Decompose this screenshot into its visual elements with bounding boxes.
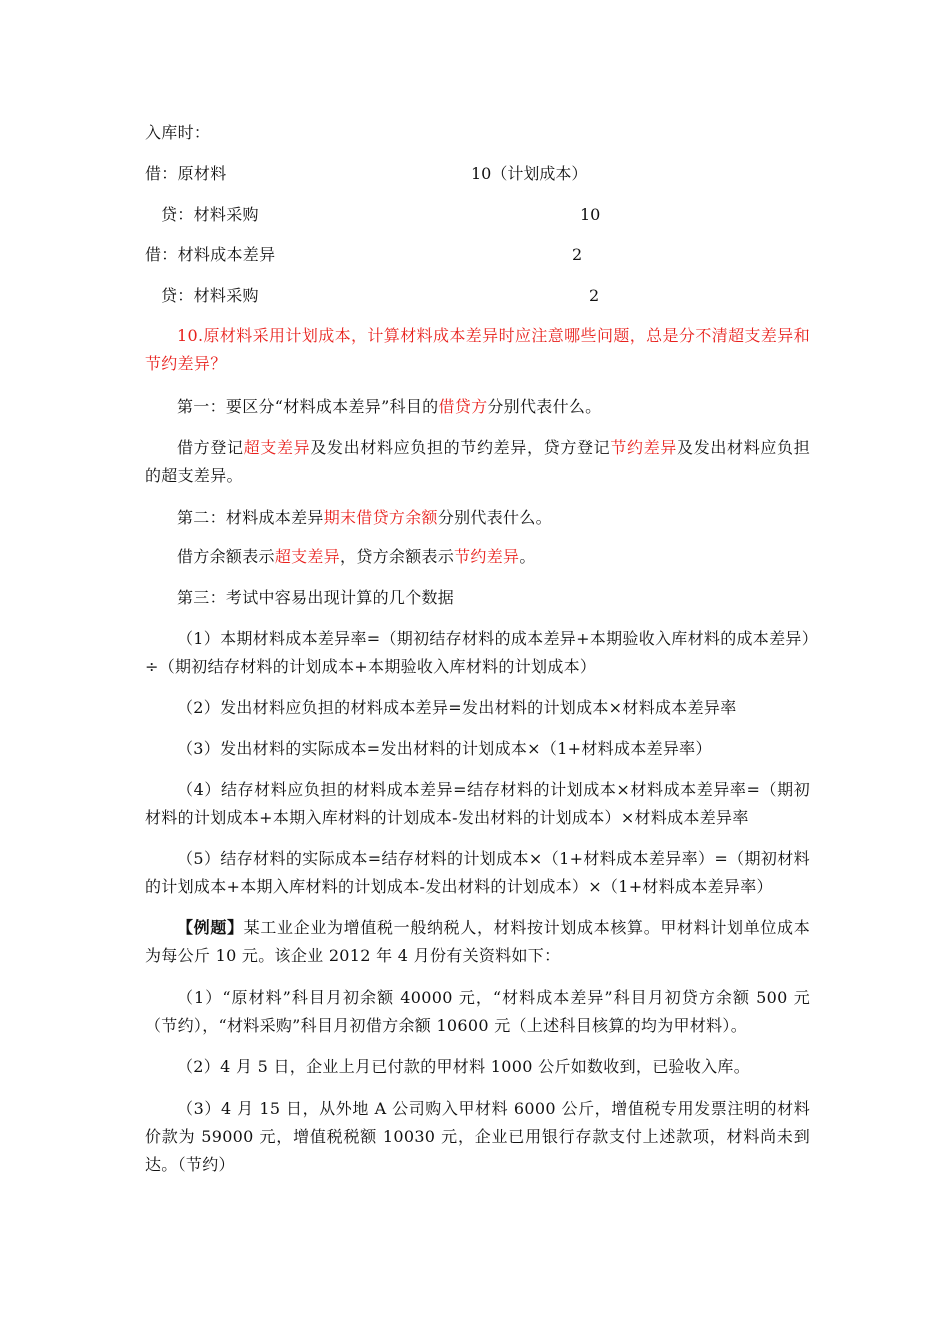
point-2-highlight: 期末借贷方余额 bbox=[323, 508, 438, 527]
formula-3: （3）发出材料的实际成本=发出材料的计划成本×（1+材料成本差异率） bbox=[177, 739, 712, 758]
point-2-detail-highlight-b: 节约差异 bbox=[454, 547, 520, 566]
point-2-text-end: 分别代表什么。 bbox=[437, 508, 552, 527]
entry-line-4-account: 贷：材料采购 bbox=[161, 286, 259, 305]
point-2-detail bbox=[145, 543, 810, 571]
point-2-detail-text-b: ，贷方余额表示 bbox=[340, 547, 455, 566]
point-1-detail-highlight-a: 超支差异 bbox=[243, 438, 311, 457]
point-1-text: 第一：要区分“材料成本差异”科目的 bbox=[177, 397, 439, 416]
example-item-2: （2）4 月 5 日，企业上月已付款的甲材料 1000 公斤如数收到，已验收入库。 bbox=[177, 1057, 750, 1076]
point-2-text: 第二：材料成本差异 bbox=[177, 508, 324, 527]
entry-line-2-amount: 10 bbox=[580, 205, 601, 224]
point-1-detail-text-a: 借方登记 bbox=[177, 438, 244, 457]
example-text: 某工业企业为增值税一般纳税人，材料按计划成本核算。甲材料计划单位成本为每公斤 10 元。该企业 2012 年 4 月份有关资料如下： bbox=[145, 918, 810, 965]
entry-line-3-account: 借：材料成本差异 bbox=[145, 245, 276, 264]
point-2-detail-highlight-a: 超支差异 bbox=[274, 547, 341, 566]
example-item-1: （1）“原材料”科目月初余额 40000 元，“材料成本差异”科目月初贷方余额 500 元（节约），“材料采购”科目月初借方余额 10600 元（上述科目核算的均为甲材料）。 bbox=[145, 988, 810, 1035]
entry-line-2-account: 贷：材料采购 bbox=[161, 205, 259, 224]
formula-1: （1）本期材料成本差异率=（期初结存材料的成本差异+本期验收入库材料的成本差异）÷（期初结存材料的计划成本+本期验收入库材料的计划成本） bbox=[145, 629, 810, 676]
point-1 bbox=[145, 393, 810, 421]
point-2-detail-text-a: 借方余额表示 bbox=[177, 547, 275, 566]
entry-line-3-amount: 2 bbox=[572, 245, 583, 264]
point-1-detail-text-b: 及发出材料应负担的节约差异，贷方登记 bbox=[310, 438, 611, 457]
question-heading: 10.原材料采用计划成本，计算材料成本差异时应注意哪些问题，总是分不清超支差异和节约差异？ bbox=[145, 326, 810, 373]
formula-4: （4）结存材料应负担的材料成本差异=结存材料的计划成本×材料成本差异率=（期初材料的计划成本+本期入库材料的计划成本-发出材料的计划成本）×材料成本差异率 bbox=[145, 780, 810, 827]
entries-heading: 入库时： bbox=[145, 123, 211, 142]
point-3: 第三：考试中容易出现计算的几个数据 bbox=[177, 588, 455, 607]
entry-line-1-account: 借：原材料 bbox=[145, 164, 227, 183]
point-1-detail-text-c: 及发出材料应负担的超支差异。 bbox=[145, 438, 811, 485]
entry-line-1-amount: 10（计划成本） bbox=[471, 164, 588, 183]
formula-2: （2）发出材料应负担的材料成本差异=发出材料的计划成本×材料成本差异率 bbox=[177, 698, 737, 717]
point-2 bbox=[145, 504, 810, 532]
point-1-highlight: 借贷方 bbox=[438, 397, 488, 416]
entry-line-4-amount: 2 bbox=[589, 286, 600, 305]
point-1-detail bbox=[145, 434, 810, 490]
point-1-detail-highlight-b: 节约差异 bbox=[610, 438, 678, 457]
point-1-text-end: 分别代表什么。 bbox=[487, 397, 602, 416]
formula-5: （5）结存材料的实际成本=结存材料的计划成本×（1+材料成本差异率）=（期初材料的计划成本+本期入库材料的计划成本-发出材料的计划成本）×（1+材料成本差异率） bbox=[145, 849, 810, 896]
example-item-3: （3）4 月 15 日，从外地 A 公司购入甲材料 6000 公斤，增值税专用发票注明的材料价款为 59000 元，增值税税额 10030 元，企业已用银行存款支付上述款项，材料尚未到达。（节约） bbox=[145, 1099, 810, 1174]
example-label: 【例题】 bbox=[177, 918, 244, 937]
example-intro bbox=[145, 914, 810, 970]
point-2-detail-text-c: 。 bbox=[519, 547, 536, 566]
